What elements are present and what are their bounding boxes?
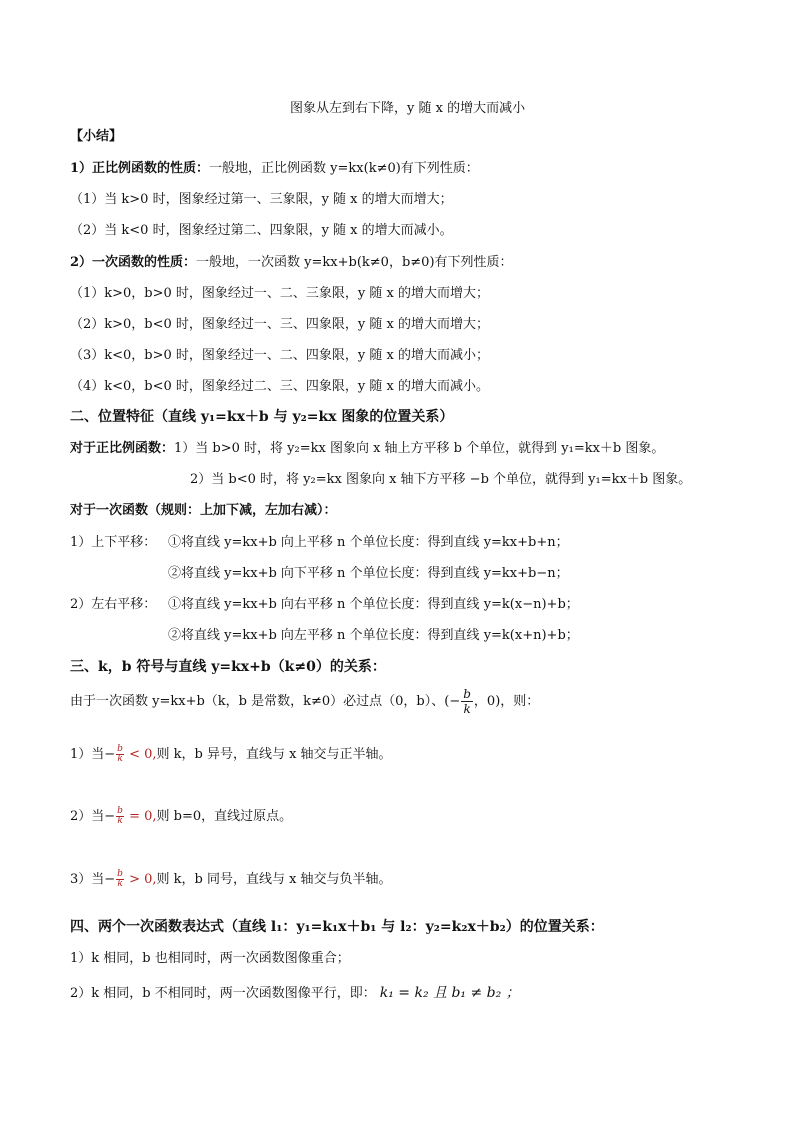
shift-lr-2: ②将直线 y=kx+b 向左平移 n 个单位长度：得到直线 y=k(x+n)+b； bbox=[168, 628, 579, 643]
case-1-num: b bbox=[117, 744, 123, 754]
case-2-text: 则 b=0，直线过原点。 bbox=[156, 809, 293, 824]
shift-lr-1: ①将直线 y=kx+b 向右平移 n 个单位长度：得到直线 y=k(x−n)+b； bbox=[168, 597, 579, 612]
section-4-item-2-text: 2）k 相同，b 不相同时，两一次函数图像平行，即： bbox=[70, 986, 376, 1001]
prop-line-1 bbox=[70, 440, 664, 458]
section-2-heading: 二、位置特征（直线 y₁=kx＋b 与 y₂=kx 图象的位置关系） bbox=[70, 409, 454, 425]
fraction-numerator: b bbox=[463, 687, 471, 701]
section-3-intro-pre: 由于一次函数 y=kx+b（k，b 是常数，k≠0）必过点（0，b）、(− bbox=[70, 694, 461, 709]
s1-heading bbox=[70, 160, 479, 178]
case-2-den: k bbox=[117, 816, 123, 826]
shift-lr-label: 2）左右平移： bbox=[70, 597, 157, 612]
s1-item-1: （1）当 k>0 时，图象经过第一、三象限，y 随 x 的增大而增大； bbox=[70, 192, 453, 207]
case-1 bbox=[70, 744, 392, 766]
case-1-den: k bbox=[117, 754, 123, 764]
shift-ud-1: ①将直线 y=kx+b 向上平移 n 个单位长度：得到直线 y=kx+b+n； bbox=[168, 535, 569, 550]
case-3-den: k bbox=[117, 879, 123, 889]
section-3-heading: 三、k，b 符号与直线 y=kx+b（k≠0）的关系： bbox=[70, 659, 386, 675]
summary-title: 【小结】 bbox=[70, 129, 123, 144]
case-1-relation: < 0, bbox=[124, 747, 157, 762]
s1-title: 1）正比例函数的性质： bbox=[70, 161, 210, 176]
s2-item-2: （2）k>0，b<0 时，图象经过一、三、四象限，y 随 x 的增大而增大； bbox=[70, 317, 490, 332]
case-3-relation: > 0, bbox=[124, 872, 157, 887]
case-1-text: 则 k，b 异号，直线与 x 轴交与正半轴。 bbox=[156, 747, 392, 762]
fraction-denominator: k bbox=[463, 702, 471, 716]
case-2-fraction bbox=[116, 807, 124, 826]
prop-label: 对于正比例函数： bbox=[70, 441, 175, 456]
s2-title: 2）一次函数的性质： bbox=[70, 255, 197, 270]
linear-rule: 对于一次函数（规则：上加下减，左加右减）： bbox=[70, 503, 337, 518]
s1-intro: 一般地，正比例函数 y=kx(k≠0)有下列性质： bbox=[209, 161, 479, 176]
section-4-heading: 四、两个一次函数表达式（直线 l₁：y₁=k₁x＋b₁ 与 l₂：y₂=k₂x＋b₂）的位置关系： bbox=[70, 919, 604, 935]
case-3-text: 则 k，b 同号，直线与 x 轴交与负半轴。 bbox=[156, 872, 392, 887]
case-2-prefix: 2）当− bbox=[70, 809, 116, 824]
case-3-fraction bbox=[116, 870, 124, 889]
s2-item-1: （1）k>0，b>0 时，图象经过一、二、三象限，y 随 x 的增大而增大； bbox=[70, 286, 490, 301]
case-2 bbox=[70, 806, 292, 828]
s2-item-4: （4）k<0，b<0 时，图象经过二、三、四象限，y 随 x 的增大而减小。 bbox=[70, 379, 490, 394]
case-3-prefix: 3）当− bbox=[70, 872, 116, 887]
s1-item-2: （2）当 k<0 时，图象经过第二、四象限，y 随 x 的增大而减小。 bbox=[70, 223, 453, 238]
shift-ud-label: 1）上下平移： bbox=[70, 535, 157, 550]
section-4-item-2 bbox=[70, 982, 520, 1005]
section-4-item-1: 1）k 相同，b 也相同时，两一次函数图像重合； bbox=[70, 951, 350, 966]
fraction-b-over-k bbox=[461, 687, 473, 716]
section-3-intro-post: ，0)，则： bbox=[473, 694, 540, 709]
s2-intro: 一般地，一次函数 y=kx+b(k≠0，b≠0)有下列性质： bbox=[196, 255, 513, 270]
shift-ud-2: ②将直线 y=kx+b 向下平移 n 个单位长度：得到直线 y=kx+b−n； bbox=[168, 566, 569, 581]
header-line: 图象从左到右下降，y 随 x 的增大而减小 bbox=[290, 101, 526, 116]
case-3 bbox=[70, 869, 392, 891]
case-2-num: b bbox=[117, 806, 123, 816]
prop-item-2: 2）当 b<0 时，将 y₂=kx 图象向 x 轴下方平移 −b 个单位，就得到 y₁=kx＋b 图象。 bbox=[190, 472, 692, 487]
case-1-prefix: 1）当− bbox=[70, 747, 116, 762]
s2-item-3: （3）k<0，b>0 时，图象经过一、二、四象限，y 随 x 的增大而减小； bbox=[70, 348, 490, 363]
prop-item-1: 1）当 b>0 时，将 y₂=kx 图象向 x 轴上方平移 b 个单位，就得到 y₁=kx＋b 图象。 bbox=[174, 441, 665, 456]
case-2-relation: = 0, bbox=[124, 809, 157, 824]
parallel-formula: k₁ = k₂ 且 b₁ ≠ b₂ ； bbox=[379, 985, 520, 1001]
s2-heading bbox=[70, 254, 513, 272]
case-3-num: b bbox=[117, 869, 123, 879]
case-1-fraction bbox=[116, 745, 124, 764]
section-3-intro bbox=[70, 686, 539, 718]
